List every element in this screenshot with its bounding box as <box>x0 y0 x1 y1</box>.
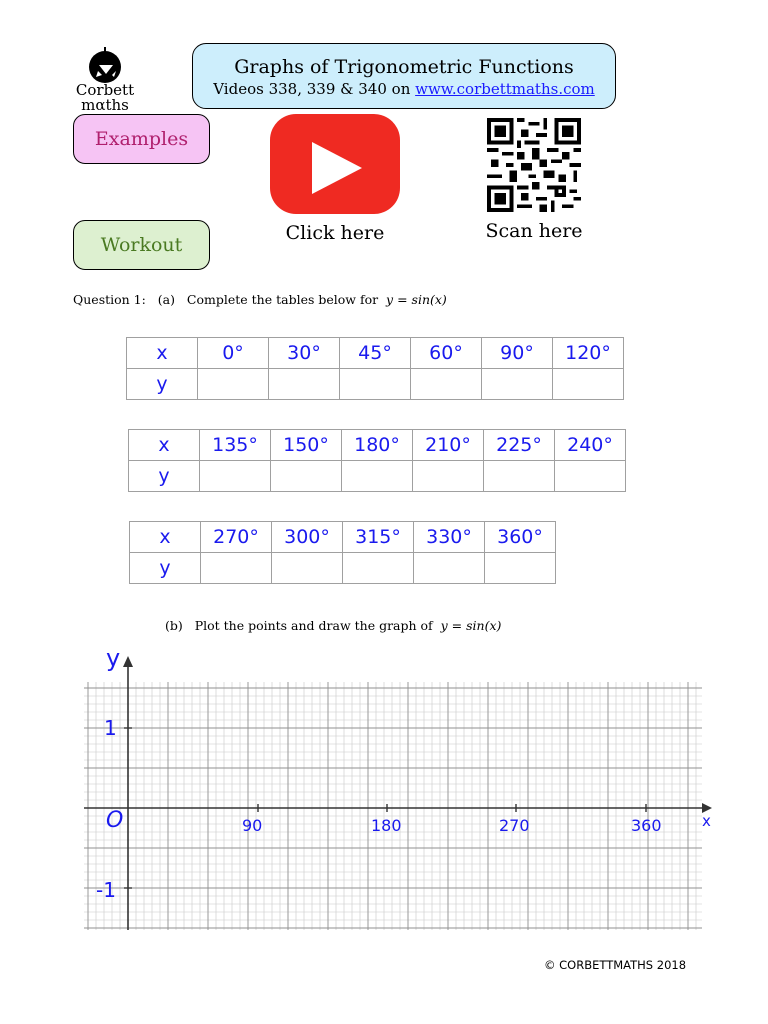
x-value: 225° <box>484 430 555 461</box>
x-value: 360° <box>485 522 556 553</box>
x-value: 60° <box>411 338 482 369</box>
logo-text-maths: mαths <box>81 96 129 114</box>
corbettmaths-link[interactable]: www.corbettmaths.com <box>415 80 595 98</box>
question-number: Question 1: <box>73 292 146 307</box>
workout-button[interactable]: Workout <box>73 220 210 270</box>
x-tick-label: 90 <box>242 816 263 835</box>
videos-text: Videos 338, 339 & 340 on <box>213 80 416 98</box>
part-b-label: (b) <box>165 618 183 633</box>
x-value: 180° <box>342 430 413 461</box>
x-value: 330° <box>414 522 485 553</box>
x-value: 150° <box>271 430 342 461</box>
x-value: 270° <box>201 522 272 553</box>
y-label: y <box>129 461 200 492</box>
x-value: 135° <box>200 430 271 461</box>
y-tick-label: -1 <box>96 878 116 902</box>
x-value: 30° <box>269 338 340 369</box>
x-value: 300° <box>272 522 343 553</box>
scan-here-label: Scan here <box>485 220 583 242</box>
x-label: x <box>127 338 198 369</box>
y-label: y <box>130 553 201 584</box>
x-label: x <box>130 522 201 553</box>
part-a-text: Complete the tables below for <box>186 292 379 307</box>
equation-b: y = sin(x) <box>440 618 502 633</box>
part-b-text: Plot the points and draw the graph of <box>194 618 433 633</box>
x-label: x <box>129 430 200 461</box>
y-axis-label: y <box>106 644 121 672</box>
x-tick-label: 270 <box>499 816 530 835</box>
y-tick-label: 1 <box>104 716 117 740</box>
x-tick-label: 360 <box>631 816 662 835</box>
x-tick-label: 180 <box>371 816 402 835</box>
part-a-label: (a) <box>157 292 175 307</box>
click-here-label: Click here <box>285 222 385 244</box>
x-axis-label: x <box>702 812 711 830</box>
page-title: Graphs of Trigonometric Functions <box>234 56 574 78</box>
logo-text-corbett: Corbett <box>75 81 135 99</box>
x-value: 210° <box>413 430 484 461</box>
y-axis-arrow-icon <box>123 656 133 667</box>
x-value: 90° <box>482 338 553 369</box>
equation: y = sin(x) <box>386 292 447 307</box>
x-value: 0° <box>198 338 269 369</box>
examples-button[interactable]: Examples <box>73 114 210 164</box>
x-value: 45° <box>340 338 411 369</box>
x-value: 120° <box>553 338 624 369</box>
x-value: 315° <box>343 522 414 553</box>
y-label: y <box>127 369 198 400</box>
x-value: 240° <box>555 430 626 461</box>
origin-label: O <box>106 808 124 833</box>
copyright-text: © CORBETTMATHS 2018 <box>544 958 687 972</box>
